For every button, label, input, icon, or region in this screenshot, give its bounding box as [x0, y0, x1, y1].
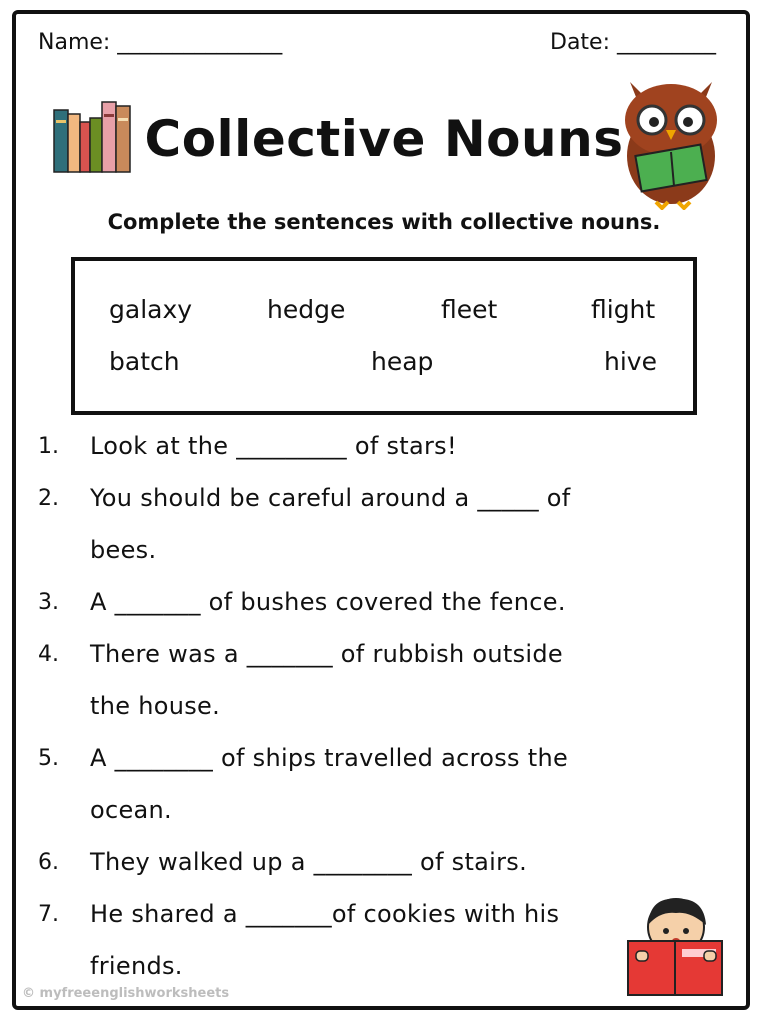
question-text-continued: friends. — [90, 952, 183, 980]
question-text: He shared a _______of cookies with his — [90, 900, 560, 928]
word-bank-item: heap — [371, 347, 434, 376]
question-text-continued: the house. — [90, 692, 221, 720]
word-bank-item: batch — [109, 347, 180, 376]
watermark: © myfreeenglishworksheets — [22, 986, 230, 1001]
word-bank-item: flight — [591, 295, 656, 324]
owl-reading-icon — [616, 68, 726, 210]
question-number: 3. — [38, 590, 59, 615]
question-number: 2. — [38, 486, 59, 511]
word-bank — [71, 257, 697, 415]
question-number: 7. — [38, 902, 59, 927]
question-text-continued: bees. — [90, 536, 157, 564]
date-field-label: Date: _________ — [550, 30, 716, 55]
question-text: There was a _______ of rubbish outside — [90, 640, 564, 668]
question-number: 4. — [38, 642, 59, 667]
question-text: A _______ of bushes covered the fence. — [90, 588, 566, 616]
word-bank-item: hedge — [267, 295, 346, 324]
child-reading-icon — [620, 895, 730, 997]
question-number: 6. — [38, 850, 59, 875]
name-field-label: Name: _______________ — [38, 30, 283, 55]
question-text: They walked up a ________ of stairs. — [90, 848, 528, 876]
page-title: Collective Nouns — [144, 110, 624, 168]
question-text: Look at the _________ of stars! — [90, 432, 457, 460]
question-number: 1. — [38, 434, 59, 459]
word-bank-item: fleet — [441, 295, 498, 324]
question-text: A ________ of ships travelled across the — [90, 744, 569, 772]
instructions: Complete the sentences with collective nouns. — [107, 210, 661, 234]
word-bank-item: hive — [604, 347, 657, 376]
word-bank-item: galaxy — [109, 295, 193, 324]
question-text-continued: ocean. — [90, 796, 172, 824]
question-text: You should be careful around a _____ of — [90, 484, 571, 512]
question-number: 5. — [38, 746, 59, 771]
